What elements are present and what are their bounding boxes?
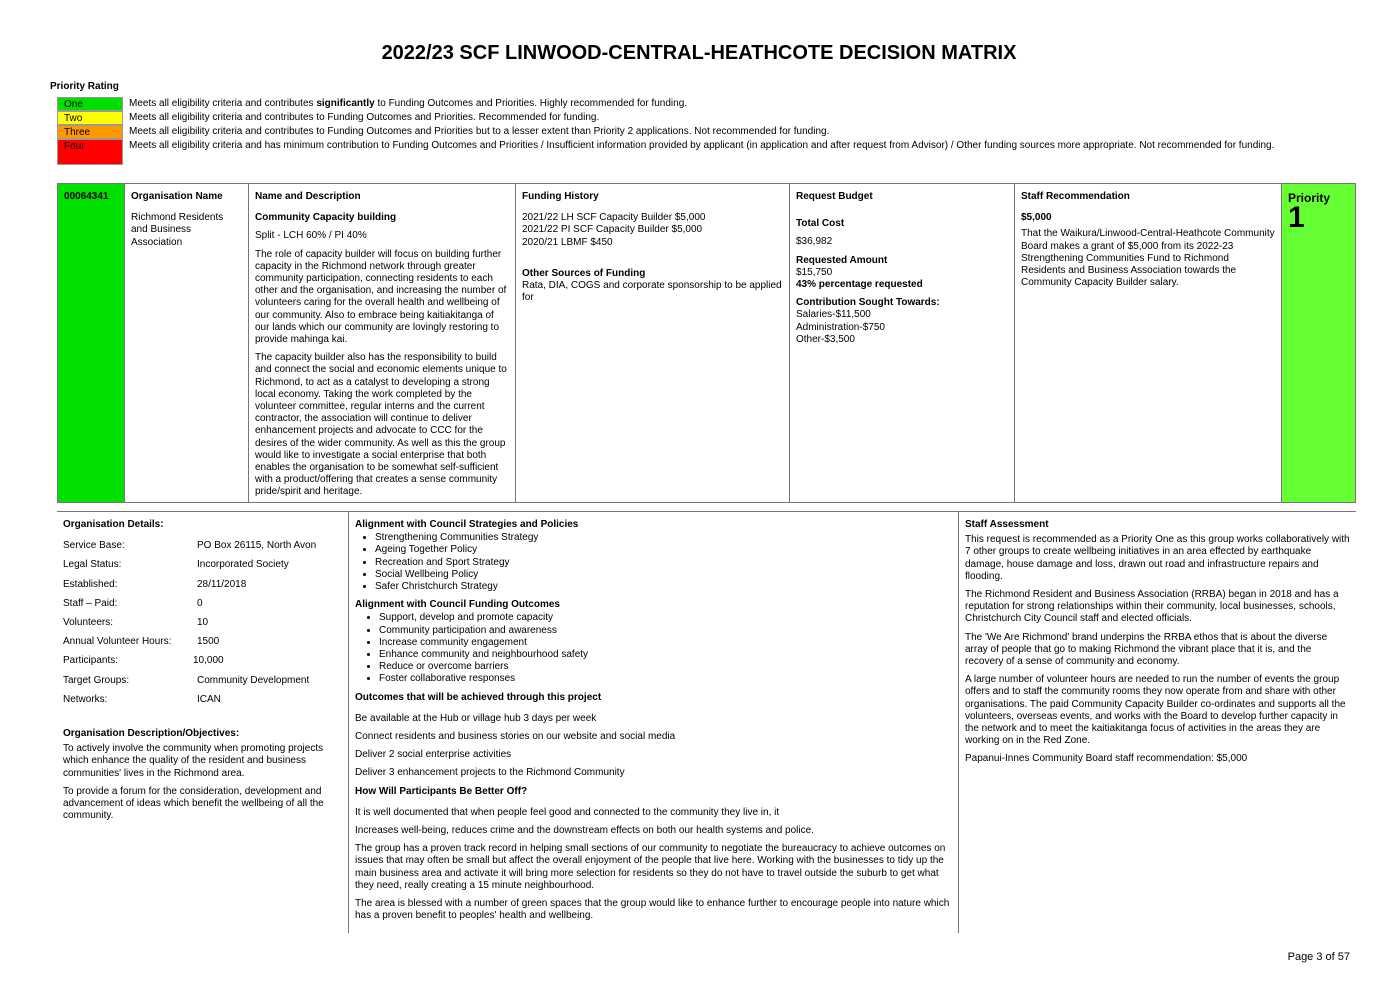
funding-split: Split - LCH 60% / PI 40%: [255, 230, 367, 242]
detail-value: 0: [197, 597, 203, 609]
assessment-paragraph: The 'We Are Richmond' brand underpins the RRBA ethos that is about the diverse array of people that go to making Richmond the vibrant place that it is, and the recovery of a sense of community and economy.: [965, 631, 1328, 668]
contribution-item: Administration-$750: [796, 321, 885, 333]
outcome-item: • Community participation and awareness: [379, 625, 952, 637]
priority-column: [1282, 184, 1355, 502]
priority-rating-heading: Priority Rating: [50, 81, 119, 92]
legend-text-two: Meets all eligibility criteria and contributes to Funding Outcomes and Priorities. Recommended for funding.: [129, 112, 600, 123]
achieved-item: Deliver 2 social enterprise activities: [355, 749, 512, 761]
detail-value: 10,000: [193, 655, 224, 667]
lower-section: [57, 511, 1356, 933]
legend-row-two: [57, 111, 1317, 125]
org-description-paragraph: To provide a forum for the consideration, development and advancement of ideas which benefit the wellbeing of all the community.: [63, 785, 324, 822]
strategy-item: • Ageing Together Policy: [375, 544, 952, 556]
detail-label: Service Base:: [63, 540, 125, 552]
outcomes-list: [355, 612, 952, 685]
legend-swatch-two: Two: [57, 111, 123, 125]
strategy-item: • Strengthening Communities Strategy: [375, 532, 952, 544]
better-off-heading: How Will Participants Be Better Off?: [355, 785, 528, 797]
legend-row-three: [57, 125, 1317, 139]
application-id: 00064341: [58, 184, 125, 502]
org-name: Richmond Residents and Business Association: [131, 212, 224, 248]
requested-label: Requested Amount: [796, 254, 888, 266]
detail-label: Participants:: [63, 655, 119, 667]
outcome-item: • Support, develop and promote capacity: [379, 612, 952, 624]
recommended-amount: $5,000: [1021, 212, 1052, 224]
requested-amount: $15,750: [796, 266, 833, 278]
funding-history-item: 2021/22 PI SCF Capacity Builder $5,000: [522, 224, 703, 236]
other-sources-header: Other Sources of Funding: [522, 267, 646, 279]
detail-value: 1500: [197, 636, 220, 648]
total-cost: $36,982: [796, 236, 833, 248]
detail-value: 10: [197, 617, 209, 629]
contribution-item: Other-$3,500: [796, 333, 855, 345]
strategies-heading: Alignment with Council Strategies and Policies: [355, 519, 579, 530]
description-paragraph-2: The capacity builder also has the responsibility to build and connect the social and economic elements unique to Richmond, to act as a catalyst to developing a strong local economy. Taking the work completed by the volunteer committee, regular interns and the current contractor, the association will continue to deliver enhancement projects and advocate to CCC for the desires of the wider community. As well as this the group would like to investigate a social enterprise that both enables the organisation to be somewhat self-sufficient with a product/offering that creates a sense community pride/spirit and heritage.: [255, 352, 507, 498]
outcome-item: • Increase community engagement: [379, 637, 952, 649]
funding-history-item: 2020/21 LBMF $450: [522, 236, 613, 248]
detail-value: 28/11/2018: [197, 578, 247, 590]
detail-label: Established:: [63, 578, 118, 590]
legend-text-four: Meets all eligibility criteria and has minimum contribution to Funding Outcomes and Priorities / Insufficient information provided by applicant (in application and after request from Advisor) / Other funding sources more appropriate. Not recommended for funding.: [129, 140, 1275, 151]
detail-label: Target Groups:: [63, 674, 130, 686]
org-details-heading: Organisation Details:: [63, 519, 164, 530]
decision-matrix-row: [57, 183, 1356, 503]
better-off-paragraph: It is well documented that when people feel good and connected to the community they live in, it: [355, 806, 780, 818]
org-header: Organisation Name: [131, 191, 223, 202]
detail-label: Volunteers:: [63, 617, 114, 629]
staff-recommendation-header: Staff Recommendation: [1021, 191, 1130, 202]
better-off-paragraph: The group has a proven track record in helping small sections of our community to negotiate the bureaucracy to achieve outcomes on issues that may often be small but affect the overall enjoyment of the people that live here. Working with the businesses to tidy up the main business area and activate it will bring more selection for residents so they do not have to travel outside the suburb to get what they need, really creating a 15 minute neighbourhood.: [355, 843, 946, 891]
assessment-paragraph: This request is recommended as a Priority One as this group works collaboratively with 7 other groups to create wellbeing initiatives in an area effected by earthquake damage, house damage and loss, drawn out road and infrastructure repairs and flooding.: [965, 534, 1350, 582]
description-paragraph-1: The role of capacity builder will focus on building further capacity in the Richmond network through greater community participation, connecting residents to each other and the organisation, and increasing the number of volunteers caring for the overall health and wellbeing of our community. Also to embrace being kaitiakitanga of our lands which our community are lovingly restoring to provide mahinga kai.: [255, 248, 507, 346]
detail-label: Legal Status:: [63, 559, 122, 571]
detail-label: Annual Volunteer Hours:: [63, 636, 172, 648]
request-budget-header: Request Budget: [796, 191, 873, 202]
detail-value: Incorporated Society: [197, 559, 289, 571]
staff-recommendation-column: [1015, 184, 1282, 502]
assessment-paragraph: A large number of volunteer hours are needed to run the number of events the group offers and to staff the community rooms they now operate from and share with other organisations. The paid Community Capacity Builder co-ordinates and supports all the volunteers, overseas events, and works with the Board to develop further capacity in the network and to meet the kaitiakitanga focus of activities in the areas they are working on in the Red Zone.: [965, 674, 1346, 747]
legend-row-four: [57, 139, 1317, 165]
legend-swatch-four: Four: [57, 139, 123, 165]
request-budget-column: [790, 184, 1015, 502]
strategy-item: • Recreation and Sport Strategy: [375, 557, 952, 569]
staff-recommendation-text: That the Waikura/Linwood-Central-Heathcote Community Board makes a grant of $5,000 from its 2022-23 Strengthening Communities Fund to Richmond Residents and Business Association towards the Community Capacity Builder salary.: [1021, 228, 1275, 289]
contribution-label: Contribution Sought Towards:: [796, 297, 940, 309]
org-column: [125, 184, 249, 502]
detail-value: ICAN: [197, 693, 221, 705]
alignment-column: [349, 512, 959, 933]
total-cost-label: Total Cost: [796, 218, 845, 230]
staff-assessment-heading: Staff Assessment: [965, 519, 1049, 530]
outcome-item: • Enhance community and neighbourhood safety: [379, 649, 952, 661]
detail-value: PO Box 26115, North Avon: [197, 540, 317, 552]
org-description-heading: Organisation Description/Objectives:: [63, 728, 240, 740]
legend-swatch-three: Three: [57, 125, 123, 139]
page-title: 2022/23 SCF LINWOOD-CENTRAL-HEATHCOTE DECISION MATRIX: [381, 42, 1017, 64]
contribution-item: Salaries-$11,500: [796, 309, 871, 321]
page-number: Page 3 of 57: [1287, 951, 1350, 963]
achieved-item: Deliver 3 enhancement projects to the Richmond Community: [355, 767, 625, 779]
description-header: Name and Description: [255, 191, 361, 202]
funding-history-column: [516, 184, 790, 502]
assessment-paragraph: The Richmond Resident and Business Association (RRBA) began in 2018 and has a reputation for strong relationships within their community, local businesses, schools, Christchurch City Council staff and elected officials.: [965, 589, 1339, 625]
outcome-item: • Reduce or overcome barriers: [379, 661, 952, 673]
priority-header: Priority: [1288, 191, 1331, 205]
priority-value: 1: [1288, 201, 1305, 235]
detail-label: Networks:: [63, 693, 108, 705]
funding-history-item: 2021/22 LH SCF Capacity Builder $5,000: [522, 212, 706, 224]
better-off-paragraph: The area is blessed with a number of green spaces that the group would like to enhance further to encourage people into nature which has a proven benefit to peoples' health and wellbeing.: [355, 898, 950, 922]
assessment-paragraph: Papanui-Innes Community Board staff recommendation: $5,000: [965, 753, 1248, 765]
strategy-item: • Safer Christchurch Strategy: [375, 581, 952, 593]
organisation-details-column: [57, 512, 349, 933]
achieved-heading: Outcomes that will be achieved through this project: [355, 691, 602, 703]
description-column: [249, 184, 516, 502]
outcomes-heading: Alignment with Council Funding Outcomes: [355, 599, 560, 611]
priority-legend: [57, 97, 1317, 165]
detail-value: Community Development: [197, 674, 310, 686]
detail-label: Staff – Paid:: [63, 597, 118, 609]
other-sources: Rata, DIA, COGS and corporate sponsorship to be applied for: [522, 280, 782, 304]
funding-history-header: Funding History: [522, 191, 599, 202]
legend-swatch-one: One: [57, 97, 123, 111]
percentage-requested: 43% percentage requested: [796, 279, 923, 291]
staff-assessment-column: [959, 512, 1356, 933]
legend-text-one: Meets all eligibility criteria and contributes significantly to Funding Outcomes and Priorities. Highly recommended for funding.: [129, 98, 688, 109]
legend-text-three: Meets all eligibility criteria and contributes to Funding Outcomes and Priorities but to a lesser extent than Priority 2 applications. Not recommended for funding.: [129, 126, 830, 137]
outcome-item: • Foster collaborative responses: [379, 673, 952, 685]
legend-row-one: [57, 97, 1317, 111]
org-description-paragraph: To actively involve the community when promoting projects which enhance the quality of the resident and business communities' lives in the Richmond area.: [63, 743, 324, 779]
achieved-item: Connect residents and business stories on our website and social media: [355, 731, 676, 743]
better-off-paragraph: Increases well-being, reduces crime and the downstream effects on both our health systems and police.: [355, 825, 814, 837]
achieved-item: Be available at the Hub or village hub 3 days per week: [355, 712, 597, 724]
org-details-grid: [63, 540, 342, 706]
strategy-item: • Social Wellbeing Policy: [375, 569, 952, 581]
project-name: Community Capacity building: [255, 212, 397, 224]
strategies-list: [355, 532, 952, 593]
